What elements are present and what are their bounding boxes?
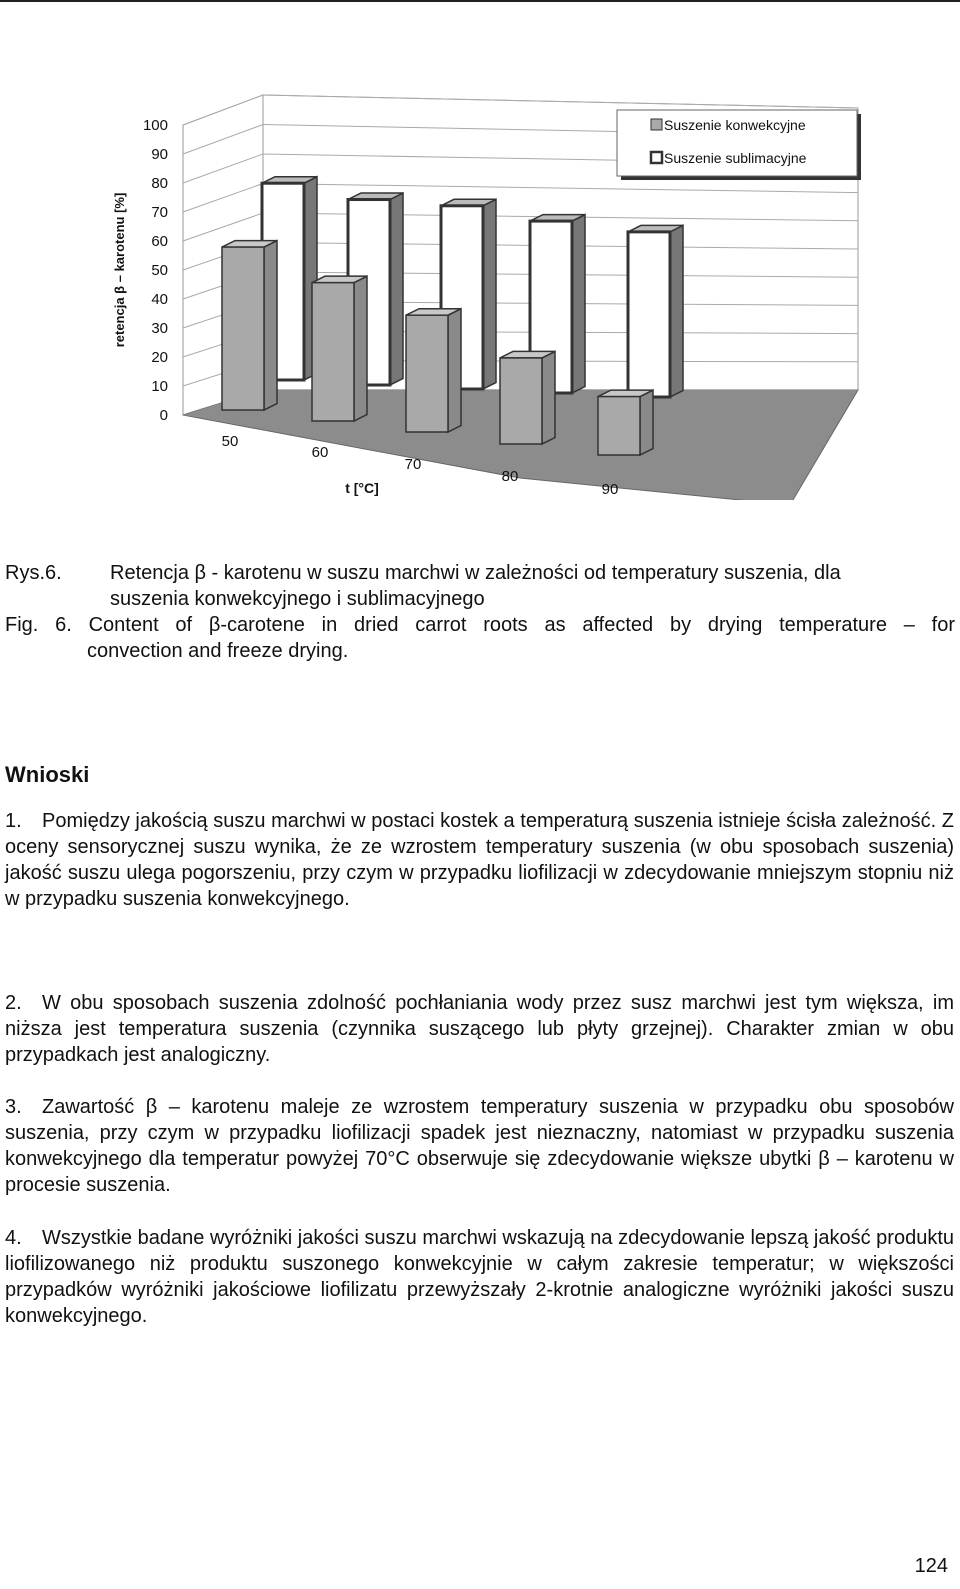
y-tick-label: 80 [151,175,168,192]
x-tick-label: 90 [601,481,619,498]
bar-convection-side [354,276,367,421]
y-tick-label: 60 [151,233,168,250]
conclusion-item-2: W obu sposobach suszenia zdolność pochłaniania wody przez susz marchwi jest tym większa, im niższa jest temperatura suszenia (czynnika suszącego lub płyty grzejnej). Charakter zmian w obu przypadkach jest analogiczny. [5,992,954,1066]
y-tick-label: 20 [151,349,168,366]
legend-swatch-sublimation [651,152,662,163]
bar-sublimation-side [390,193,403,385]
x-tick-label: 60 [311,444,329,461]
y-tick-label: 40 [151,291,168,308]
section-heading: Wnioski [5,762,90,787]
caption-pl-line2: suszenia konwekcyjnego i sublimacyjnego [110,588,485,610]
bar-sublimation-side [670,225,683,397]
conclusion-item-4: Wszystkie badane wyróżniki jakości suszu marchwi wskazują na zdecydowanie lepszą jakość produktu liofilizowanego niż produktu suszonego konwekcyjnie w całym zakresie temperatur; w większości przypadków wyróżniki jakościowe liofilizatu przewyższały 2-krotnie analogiczne wyróżniki jakości suszu konwekcyjnego. [5,1227,954,1327]
item-number: 1. [5,810,22,832]
y-tick-label: 50 [151,262,168,279]
legend-swatch-convection [651,119,662,130]
page-number: 124 [914,1555,948,1577]
item-number: 2. [5,992,22,1014]
bar-convection-side [640,390,653,455]
y-axis-label: retencja β – karotenu [%] [112,192,127,348]
bar-sublimation [628,232,670,397]
caption-pl-line1: Retencja β - karotenu w suszu marchwi w zależności od temperatury suszenia, dla [110,562,841,584]
y-tick-label: 90 [151,146,168,163]
legend-label-convection: Suszenie konwekcyjne [664,117,806,133]
x-tick-label: 70 [404,456,422,473]
conclusion-item-3: Zawartość β – karotenu maleje ze wzrostem temperatury suszenia w przypadku obu sposobów suszenia, przy czym w przypadku liofilizacji spadek jest nieznaczny, natomiast w przypadku suszenia konwekcyjnego dla temperatur powyżej 70°C obserwuje się zdecydowanie większe ubytki β – karotenu w procesie suszenia. [5,1096,954,1196]
item-number: 3. [5,1096,22,1118]
caption-en-line2: convection and freeze drying. [87,640,349,662]
conclusion-item-1: Pomiędzy jakością suszu marchwi w postaci kostek a temperaturą suszenia istnieje ścisła zależność. Z oceny sensorycznej suszu wynika, że ze wzrostem temperatury suszenia (w obu sposobach suszenia) jakość suszu ulega pogorszeniu, przy czym w przypadku liofilizacji w zdecydowanie mniejszym stopniu niż w przypadku suszenia konwekcyjnego. [5,810,954,910]
item-number: 4. [5,1227,22,1249]
bar-convection [406,315,448,432]
x-tick-label: 80 [501,468,519,485]
bar-convection [598,397,640,455]
bar-convection-side [264,241,277,410]
legend-label-sublimation: Suszenie sublimacyjne [664,150,807,166]
bar-convection [500,358,542,444]
y-tick-label: 70 [151,204,168,221]
bar-convection [312,283,354,421]
bar-convection-side [542,351,555,444]
bar-convection-side [448,309,461,432]
x-axis-label: t [°C] [345,480,379,496]
caption-en-line1: Fig. 6. Content of β-carotene in dried carrot roots as affected by drying temperature – for [5,614,955,636]
y-tick-label: 10 [151,378,168,395]
top-rule [0,0,960,2]
y-tick-label: 100 [142,117,168,134]
bar-convection [222,247,264,410]
x-tick-label: 50 [221,433,239,450]
bar-sublimation-side [483,199,496,389]
beta-carotene-chart [0,80,960,500]
y-tick-label: 30 [151,320,168,337]
bar-sublimation-side [572,215,585,393]
caption-pl-label: Rys.6. [5,562,62,584]
y-tick-label: 0 [159,407,168,424]
